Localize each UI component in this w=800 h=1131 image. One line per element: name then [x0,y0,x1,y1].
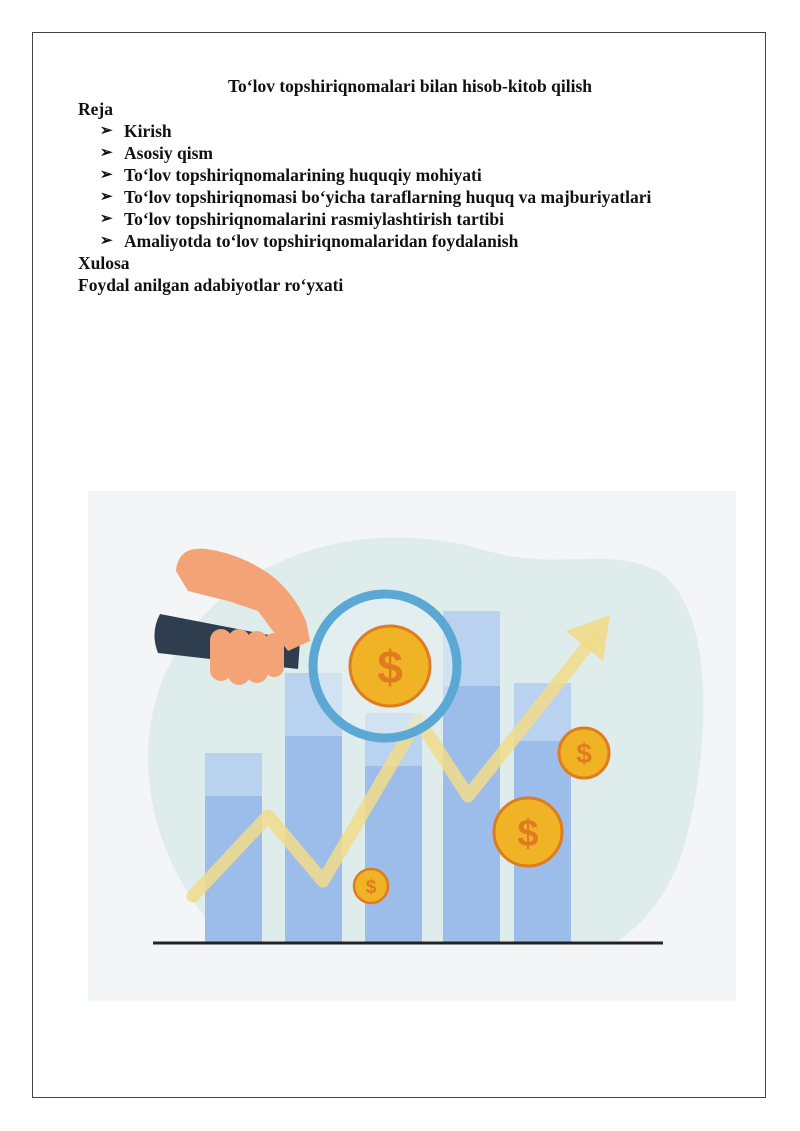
plan-item [100,142,728,164]
arrow-bullet-icon: ➢ [100,211,113,227]
plan-item [100,164,728,186]
finance-illustration [88,491,736,1001]
illustration-svg [88,491,736,1001]
arrow-bullet-icon: ➢ [100,189,113,205]
plan-item [100,120,728,142]
plan-item [100,208,728,230]
chart-bar [443,686,500,943]
arrow-bullet-icon: ➢ [100,167,113,183]
coin-icon [354,869,388,903]
plan-item-label: Asosiy qism [124,143,213,163]
magnifying-glass-icon [313,594,457,738]
coin-symbol: $ [576,738,592,769]
references-heading: Foydal anilgan adabiyotlar ro‘yxati [78,275,344,295]
coin-symbol: $ [377,641,403,693]
plan-item-label: To‘lov topshiriqnomasi bo‘yicha taraflarning huquq va majburiyatlari [124,187,652,207]
coin-symbol: $ [365,877,377,898]
arrow-bullet-icon: ➢ [100,123,113,139]
plan-item [100,230,728,252]
document-title: To‘lov topshiriqnomalari bilan hisob-kitob qilish [227,76,593,96]
arrow-bullet-icon: ➢ [100,145,113,161]
hand-finger [264,633,284,677]
arrow-bullet-icon: ➢ [100,233,113,249]
coin-icon [559,728,609,778]
coin-symbol: $ [517,813,539,855]
plan-heading: Reja [78,99,113,119]
plan-item [100,186,728,208]
document-body [78,74,728,296]
plan-item-label: To‘lov topshiriqnomalarining huquqiy mohiyati [124,165,482,185]
plan-list [78,120,728,252]
plan-item-label: To‘lov topshiriqnomalarini rasmiylashtirish tartibi [124,209,505,229]
plan-item-label: Kirish [124,121,172,141]
plan-item-label: Amaliyotda to‘lov topshiriqnomalaridan foydalanish [124,231,519,251]
coin-icon [494,798,562,866]
conclusion-heading: Xulosa [78,253,130,273]
